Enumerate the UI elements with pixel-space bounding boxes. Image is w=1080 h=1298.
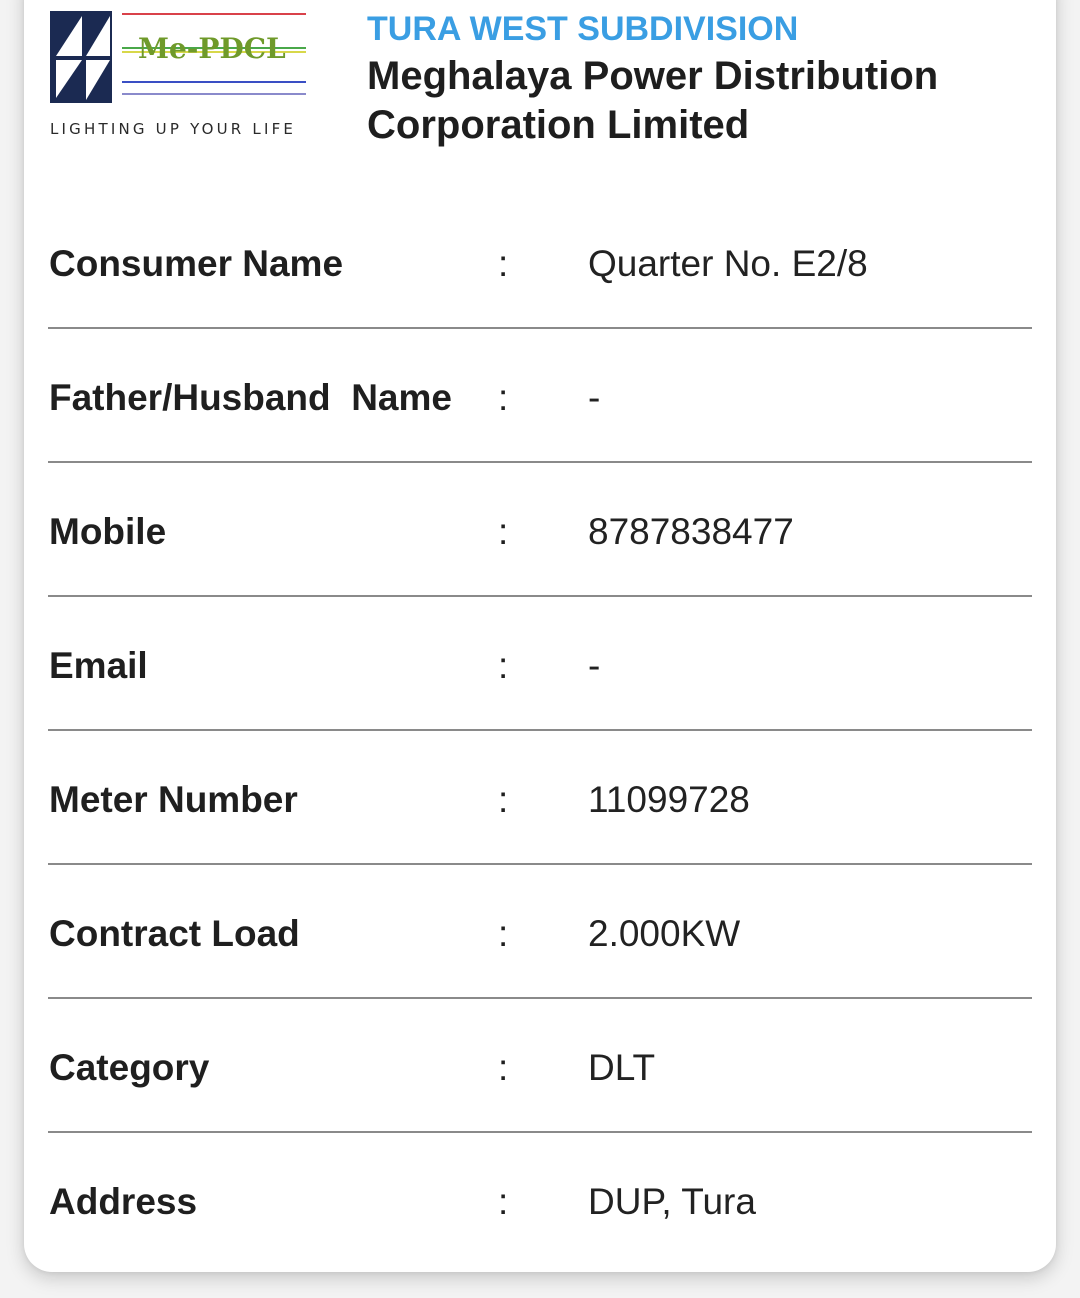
detail-label: Email	[49, 645, 148, 686]
detail-value: 11099728	[588, 779, 750, 820]
detail-row-email	[48, 597, 1032, 731]
detail-separator: :	[498, 1047, 509, 1088]
detail-label: Category	[49, 1047, 210, 1088]
detail-label: Consumer Name	[49, 243, 344, 284]
logo-tagline: LIGHTING UP YOUR LIFE	[50, 120, 297, 138]
detail-label: Address	[49, 1181, 198, 1222]
detail-value: 8787838477	[588, 511, 794, 552]
detail-label: Mobile	[49, 511, 167, 552]
detail-row-consumer-name	[48, 195, 1032, 329]
detail-row-mobile	[48, 463, 1032, 597]
company-name: Meghalaya Power Distribution Corporation Limited	[367, 54, 939, 147]
mepdcl-logo	[46, 8, 316, 148]
detail-value: Quarter No. E2/8	[588, 243, 868, 284]
detail-row-contract-load	[48, 865, 1032, 999]
logo-icon	[46, 8, 316, 118]
detail-row-meter-number	[48, 731, 1032, 865]
svg-text:Me-PDCL: Me-PDCL	[138, 32, 286, 65]
card-header	[24, 0, 1056, 180]
detail-separator: :	[498, 1181, 509, 1222]
detail-separator: :	[498, 243, 509, 284]
detail-label: Meter Number	[49, 779, 298, 820]
detail-value: 2.000KW	[588, 913, 741, 954]
consumer-details-card	[24, 0, 1056, 1272]
detail-row-category	[48, 999, 1032, 1133]
detail-value: DUP, Tura	[588, 1181, 756, 1222]
detail-label: Contract Load	[49, 913, 300, 954]
detail-separator: :	[498, 377, 509, 418]
detail-separator: :	[498, 913, 509, 954]
subdivision-title: TURA WEST SUBDIVISION	[367, 10, 799, 48]
detail-label: Father/Husband Name	[49, 377, 452, 418]
detail-value: DLT	[588, 1047, 656, 1088]
detail-separator: :	[498, 645, 509, 686]
detail-row-father-husband-name	[48, 329, 1032, 463]
details-list	[48, 195, 1032, 1267]
detail-separator: :	[498, 779, 509, 820]
detail-row-address	[48, 1133, 1032, 1267]
detail-separator: :	[498, 511, 509, 552]
detail-value: -	[588, 377, 601, 418]
detail-value: -	[588, 645, 601, 686]
